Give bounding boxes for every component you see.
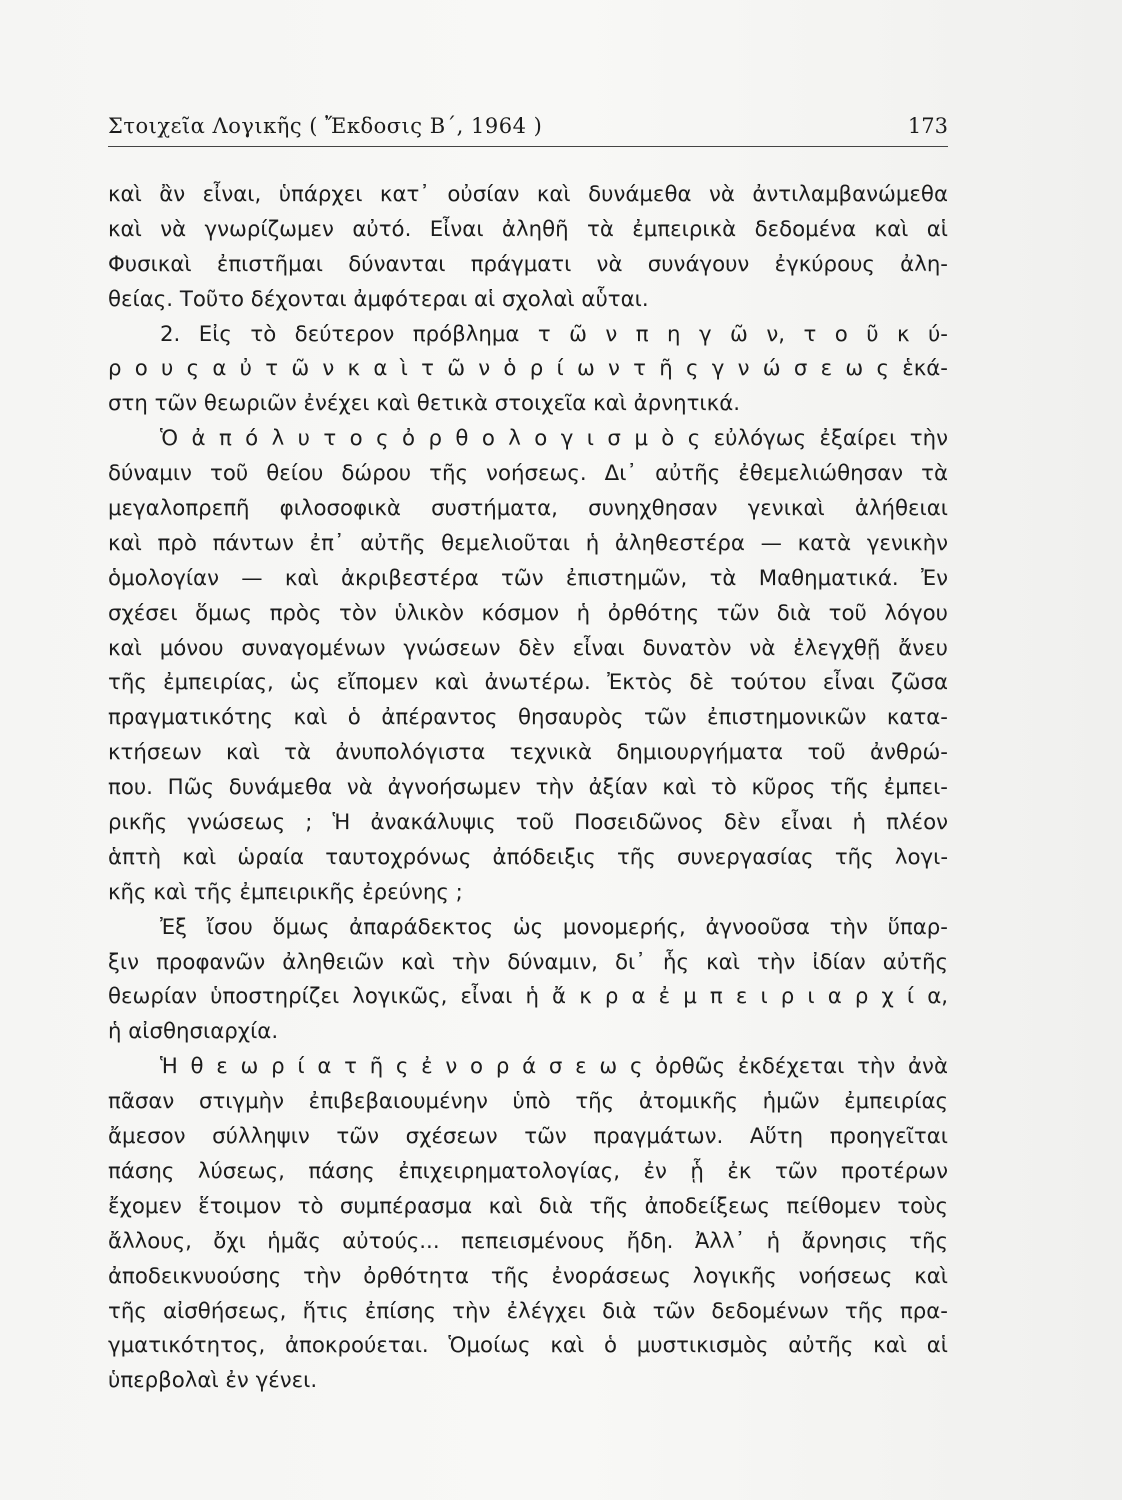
text-line: ἄλλους, ὄχι ἡμᾶς αὐτούς... πεπεισμένους ἤδη. Ἀλλ᾽ ἡ ἄρνησις τῆς: [108, 1228, 948, 1254]
text-line: θείας. Τοῦτο δέχονται ἀμφότεραι αἱ σχολαὶ αὗται.: [108, 286, 649, 312]
text-line: ἡ αἰσθησιαρχία.: [108, 1019, 279, 1045]
text-line: τῆς ἐμπειρίας, ὡς εἴπομεν καὶ ἀνωτέρω. Ἐκτὸς δὲ τούτου εἶναι ζῶσα: [108, 670, 948, 696]
text-line: πραγματικότης καὶ ὁ ἀπέραντος θησαυρὸς τῶν ἐπιστημονικῶν κατα-: [108, 705, 948, 731]
text-line: ὑπερβολαὶ ἐν γένει.: [108, 1368, 318, 1394]
paragraph-4: [108, 911, 948, 1051]
text-line: ρ ο υ ς α ὐ τ ῶ ν κ α ὶ τ ῶ ν ὁ ρ ί ω ν τ ῆ ς γ ν ώ σ ε ω ς ἑκά-: [108, 356, 948, 382]
text-line: ρικῆς γνώσεως ; Ἡ ἀνακάλυψις τοῦ Ποσειδῶνος δὲν εἶναι ἡ πλέον: [108, 810, 948, 836]
text-line: ὁμολογίαν — καὶ ἀκριβεστέρα τῶν ἐπιστημῶν, τὰ Μαθηματικά. Ἐν: [108, 565, 948, 591]
paragraph-2: [108, 318, 948, 423]
text-line: ἄμεσον σύλληψιν τῶν σχέσεων τῶν πραγμάτων. Αὕτη προηγεῖται: [108, 1124, 948, 1150]
text-line: δύναμιν τοῦ θείου δώρου τῆς νοήσεως. Δι᾽ αὐτῆς ἐθεμελιώθησαν τὰ: [108, 461, 948, 487]
text-line: ἀποδεικνυούσης τὴν ὀρθότητα τῆς ἐνοράσεως λογικῆς νοήσεως καὶ: [108, 1263, 948, 1289]
text-line: τῆς αἰσθήσεως, ἥτις ἐπίσης τὴν ἐλέγχει διὰ τῶν δεδομένων τῆς πρα-: [108, 1298, 948, 1324]
text-line: γματικότητος, ἀποκρούεται. Ὁμοίως καὶ ὁ μυστικισμὸς αὐτῆς καὶ αἱ: [108, 1333, 948, 1359]
text-line: Ἡ θ ε ω ρ ί α τ ῆ ς ἐ ν ο ρ ά σ ε ω ς ὀρθῶς ἐκδέχεται τὴν ἀνὰ: [160, 1054, 948, 1080]
text-line: Ἐξ ἴσου ὅμως ἀπαράδεκτος ὡς μονομερής, ἀγνοοῦσα τὴν ὕπαρ-: [160, 914, 948, 940]
text-line: μεγαλοπρεπῆ φιλοσοφικὰ συστήματα, συνηχθησαν γενικαὶ ἀλήθειαι: [108, 496, 948, 522]
page-number: 173: [907, 114, 948, 138]
paragraph-1: [108, 178, 948, 318]
text-line: σχέσει ὅμως πρὸς τὸν ὑλικὸν κόσμον ἡ ὀρθότης τῶν διὰ τοῦ λόγου: [108, 600, 948, 626]
text-line: ἔχομεν ἕτοιμον τὸ συμπέρασμα καὶ διὰ τῆς ἀποδείξεως πείθομεν τοὺς: [108, 1193, 948, 1219]
text-line: 2. Εἰς τὸ δεύτερον πρόβλημα τ ῶ ν π η γ ῶ ν, τ ο ῦ κ ύ-: [160, 321, 948, 347]
text-line: Ὁ ἀ π ό λ υ τ ο ς ὀ ρ θ ο λ ο γ ι σ μ ὸ ς εὐλόγως ἐξαίρει τὴν: [160, 426, 948, 452]
text-line: καὶ μόνου συναγομένων γνώσεων δὲν εἶναι δυνατὸν νὰ ἐλεγχθῇ ἄνευ: [108, 635, 948, 661]
text-line: θεωρίαν ὑποστηρίζει λογικῶς, εἶναι ἡ ἄ κ ρ α ἐ μ π ε ι ρ ι α ρ χ ί α,: [108, 984, 948, 1010]
text-line: Φυσικαὶ ἐπιστῆμαι δύνανται πράγματι νὰ συνάγουν ἐγκύρους ἀλη-: [108, 251, 948, 277]
text-line: ξιν προφανῶν ἀληθειῶν καὶ τὴν δύναμιν, δι᾽ ἧς καὶ τὴν ἰδίαν αὐτῆς: [108, 949, 948, 975]
text-line: καὶ νὰ γνωρίζωμεν αὐτό. Εἶναι ἀληθῆ τὰ ἐμπειρικὰ δεδομένα καὶ αἱ: [108, 216, 948, 242]
text-line: καὶ πρὸ πάντων ἐπ᾽ αὐτῆς θεμελιοῦται ἡ ἀληθεστέρα — κατὰ γενικὴν: [108, 530, 948, 556]
text-line: κῆς καὶ τῆς ἐμπειρικῆς ἐρεύνης ;: [108, 879, 463, 905]
text-line: πάσης λύσεως, πάσης ἐπιχειρηματολογίας, ἐν ᾗ ἐκ τῶν προτέρων: [108, 1158, 948, 1184]
page-body: [108, 178, 948, 1399]
text-line: στη τῶν θεωριῶν ἐνέχει καὶ θετικὰ στοιχεῖα καὶ ἀρνητικά.: [108, 391, 741, 417]
paragraph-3: [108, 422, 948, 910]
text-line: ἁπτὴ καὶ ὡραία ταυτοχρόνως ἀπόδειξις τῆς συνεργασίας τῆς λογι-: [108, 844, 948, 870]
text-line: κτήσεων καὶ τὰ ἀνυπολόγιστα τεχνικὰ δημιουργήματα τοῦ ἀνθρώ-: [108, 740, 948, 766]
text-line: πᾶσαν στιγμὴν ἐπιβεβαιουμένην ὑπὸ τῆς ἀτομικῆς ἡμῶν ἐμπειρίας: [108, 1089, 948, 1115]
paragraph-5: [108, 1050, 948, 1399]
header-title: Στοιχεῖα Λογικῆς ( Ἔκδοσις Β΄, 1964 ): [108, 114, 543, 138]
running-header: [108, 112, 948, 147]
text-line: που. Πῶς δυνάμεθα νὰ ἀγνοήσωμεν τὴν ἀξίαν καὶ τὸ κῦρος τῆς ἐμπει-: [108, 775, 948, 801]
text-line: καὶ ἂν εἶναι, ὑπάρχει κατ᾽ οὐσίαν καὶ δυνάμεθα νὰ ἀντιλαμβανώμεθα: [108, 182, 948, 207]
